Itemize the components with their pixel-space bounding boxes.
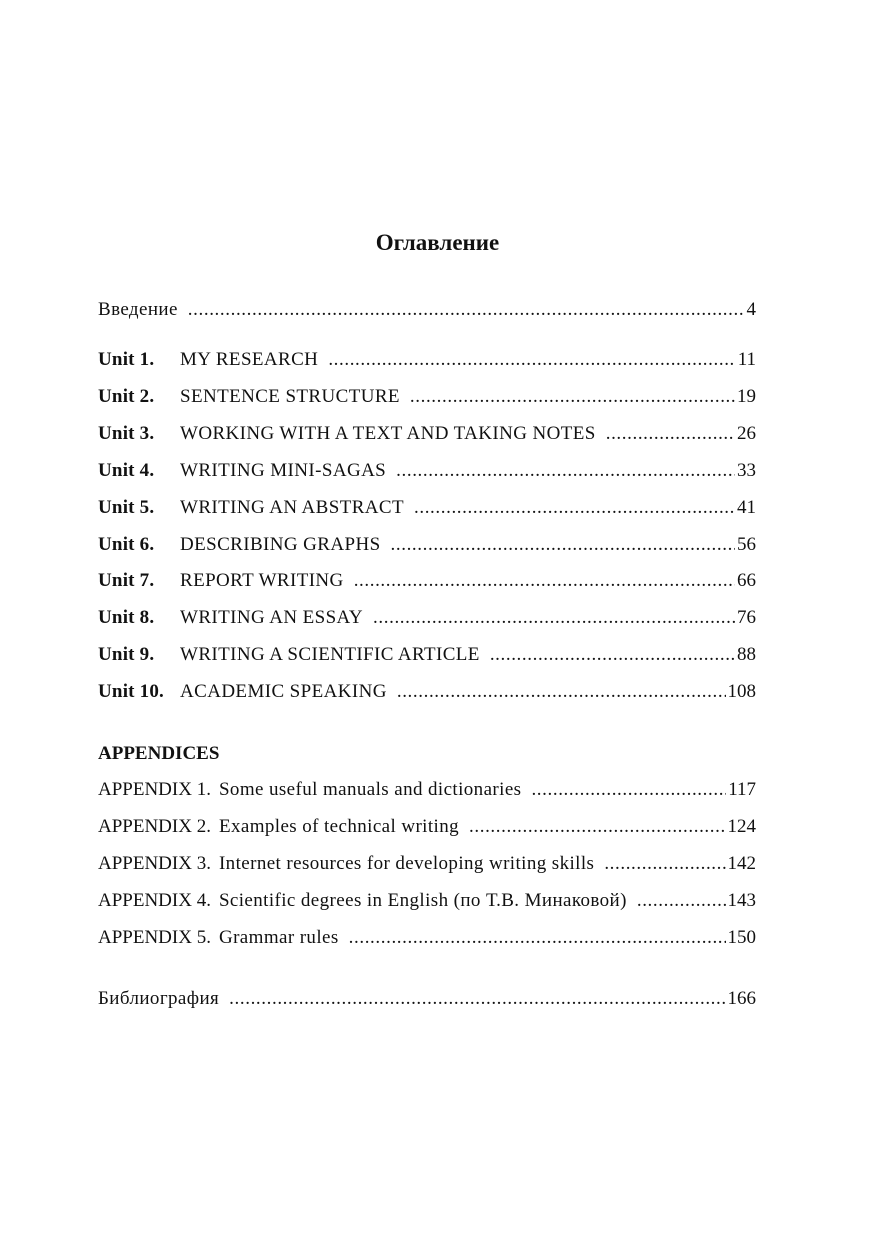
- toc-entry-unit-10[interactable]: [98, 679, 756, 705]
- toc-entry-intro[interactable]: [98, 297, 756, 323]
- toc-entry-unit-4[interactable]: [98, 458, 756, 484]
- dot-leader: [604, 851, 725, 877]
- toc-entry-unit-2[interactable]: [98, 384, 756, 410]
- toc-entry-unit-7[interactable]: [98, 568, 756, 594]
- toc-entry-bibliography[interactable]: [98, 986, 756, 1012]
- toc-entry-title: REPORT WRITING: [180, 570, 344, 591]
- toc-entry-appendix-3[interactable]: [98, 851, 756, 877]
- dot-leader: [637, 888, 726, 914]
- dot-leader: [410, 384, 735, 410]
- toc-entry-title: MY RESEARCH: [180, 349, 319, 370]
- unit-label: Unit 7.: [98, 570, 155, 591]
- dot-leader: [349, 925, 726, 951]
- toc-page-number: 33: [737, 460, 756, 481]
- toc-entry-title: ACADEMIC SPEAKING: [180, 681, 387, 702]
- toc-page-number: 76: [737, 607, 756, 628]
- dot-leader: [396, 458, 735, 484]
- appendix-label: APPENDIX 1.: [98, 779, 211, 800]
- toc-entry-appendix-4[interactable]: [98, 888, 756, 914]
- toc-entry-unit-5[interactable]: [98, 495, 756, 521]
- toc-page-number: 166: [727, 988, 756, 1009]
- toc-entry-appendix-1[interactable]: [98, 777, 756, 803]
- toc-entry-title: Библиография: [98, 988, 220, 1009]
- toc-entry-title: SENTENCE STRUCTURE: [180, 386, 400, 407]
- unit-label: Unit 1.: [98, 349, 155, 370]
- appendix-label: APPENDIX 3.: [98, 853, 211, 874]
- toc-entry-title: WORKING WITH A TEXT AND TAKING NOTES: [180, 423, 596, 444]
- toc-page-number: 19: [737, 386, 756, 407]
- dot-leader: [373, 605, 735, 631]
- toc-page-number: 108: [727, 681, 756, 702]
- toc-page-number: 56: [737, 534, 756, 555]
- appendix-label: APPENDIX 2.: [98, 816, 211, 837]
- toc-entry-title: Scientific degrees in English (по Т.В. Минаковой): [218, 890, 627, 911]
- toc-entry-title: Internet resources for developing writing skills: [218, 853, 595, 874]
- dot-leader: [229, 986, 725, 1012]
- toc-page-number: 66: [737, 570, 756, 591]
- dot-leader: [469, 814, 725, 840]
- toc-page-number: 26: [737, 423, 756, 444]
- toc-page-number: 4: [746, 299, 756, 320]
- toc-entry-unit-8[interactable]: [98, 605, 756, 631]
- dot-leader: [490, 642, 735, 668]
- toc-entry-title: WRITING AN ABSTRACT: [180, 497, 404, 518]
- toc-page-number: 124: [727, 816, 756, 837]
- toc-entry-title: WRITING MINI-SAGAS: [180, 460, 387, 481]
- toc-entry-unit-3[interactable]: [98, 421, 756, 447]
- dot-leader: [328, 347, 735, 373]
- toc-page-number: 143: [727, 890, 756, 911]
- dot-leader: [391, 532, 735, 558]
- toc-entry-title: WRITING AN ESSAY: [180, 607, 364, 628]
- toc-page-number: 150: [727, 927, 756, 948]
- toc-entry-title: Some useful manuals and dictionaries: [218, 779, 522, 800]
- toc-entry-title: Grammar rules: [218, 927, 339, 948]
- dot-leader: [414, 495, 735, 521]
- dot-leader: [354, 568, 735, 594]
- toc-entry-title: Examples of technical writing: [218, 816, 460, 837]
- appendix-label: APPENDIX 5.: [98, 927, 211, 948]
- appendix-label: APPENDIX 4.: [98, 890, 211, 911]
- toc-entry-title: Введение: [98, 299, 178, 320]
- toc-page-number: 142: [727, 853, 756, 874]
- dot-leader: [531, 777, 726, 803]
- dot-leader: [188, 297, 745, 323]
- toc-page-number: 41: [737, 497, 756, 518]
- dot-leader: [606, 421, 735, 447]
- page-title: Оглавление: [375, 230, 500, 255]
- unit-label: Unit 6.: [98, 534, 155, 555]
- dot-leader: [397, 679, 726, 705]
- unit-label: Unit 4.: [98, 460, 155, 481]
- unit-label: Unit 8.: [98, 607, 155, 628]
- unit-label: Unit 9.: [98, 644, 155, 665]
- toc-entry-appendix-5[interactable]: [98, 925, 756, 951]
- unit-label: Unit 2.: [98, 386, 155, 407]
- toc-entry-appendix-2[interactable]: [98, 814, 756, 840]
- unit-label: Unit 3.: [98, 423, 155, 444]
- unit-label: Unit 5.: [98, 497, 155, 518]
- toc-page-number: 11: [737, 349, 756, 370]
- appendices-heading: APPENDICES: [98, 743, 220, 764]
- unit-label: Unit 10.: [98, 681, 164, 702]
- toc-entry-unit-1[interactable]: [98, 347, 756, 373]
- toc-page-number: 88: [737, 644, 756, 665]
- toc-entry-title: WRITING A SCIENTIFIC ARTICLE: [180, 644, 480, 665]
- toc-entry-unit-9[interactable]: [98, 642, 756, 668]
- toc-entry-unit-6[interactable]: [98, 532, 756, 558]
- toc-page-number: 117: [728, 779, 756, 800]
- toc-entry-title: DESCRIBING GRAPHS: [180, 534, 381, 555]
